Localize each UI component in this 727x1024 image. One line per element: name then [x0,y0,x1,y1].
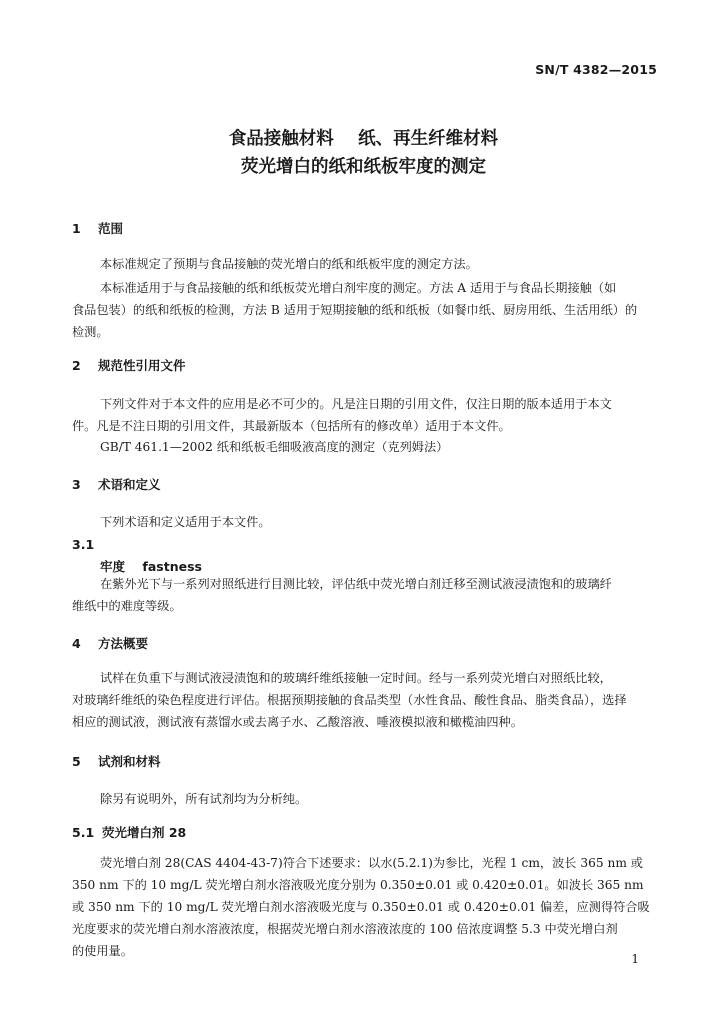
section-number: 2 [72,358,81,373]
paragraph-line: 350 nm 下的 10 mg/L 荧光增白剂水溶液吸光度分别为 0.350±0.01 或 0.420±0.01。如波长 365 nm [72,878,644,892]
paragraph-line: 件。凡是不注日期的引用文件，其最新版本（包括所有的修改单）适用于本文件。 [72,419,511,433]
paragraph-line: 检测。 [72,325,109,339]
section-number: 5.1 [72,825,95,840]
paragraph-line: 对玻璃纤维纸的染色程度进行评估。根据预期接触的食品类型（水性食品、酸性食品、脂类食品），选择 [72,693,627,707]
section-heading-method-summary [72,634,148,652]
paragraph-line: 相应的测试液，测试液有蒸馏水或去离子水、乙酸溶液、唾液模拟液和橄榄油四种。 [72,715,523,729]
section-heading-scope [72,219,123,237]
document-title-line-2: 荧光增白的纸和纸板牢度的测定 [241,157,486,177]
page-number: 1 [631,952,639,966]
section-heading-terms [72,475,161,493]
paragraph-line: 在紫外光下与一系列对照纸进行目测比较，评估纸中荧光增白剂迁移至测试液浸渍饱和的玻璃纤 [100,577,612,591]
paragraph-line: 的使用量。 [72,944,133,958]
section-title: 范围 [98,221,124,236]
term-name: 牢度 fastness [100,559,202,574]
term-number: 3.1 [72,537,95,552]
section-heading-reagents [72,752,161,770]
section-number: 5 [72,754,81,769]
paragraph-line: 食品包装）的纸和纸板的检测，方法 B 适用于短期接触的纸和纸板（如餐巾纸、厨房用纸、生活用纸）的 [72,303,638,317]
paragraph-line: 本标准适用于与食品接触的纸和纸板荧光增白剂牢度的测定。方法 A 适用于与食品长期接触（如 [100,281,617,295]
paragraph-line: 试样在负重下与测试液浸渍饱和的玻璃纤维纸接触一定时间。经与一系列荧光增白对照纸比较， [100,671,612,685]
section-heading-normative-references [72,356,186,374]
section-title: 方法概要 [98,636,149,651]
paragraph-line: 本标准规定了预期与食品接触的荧光增白的纸和纸板牢度的测定方法。 [100,257,478,271]
section-title: 规范性引用文件 [98,358,186,373]
document-title-line-1: 食品接触材料 纸、再生纤维材料 [228,129,499,149]
paragraph-line: 光度要求的荧光增白剂水溶液浓度，根据荧光增白剂水溶液浓度的 100 倍浓度调整 5.3 中荧光增白剂 [72,922,618,936]
section-title: 试剂和材料 [98,754,161,769]
section-number: 3 [72,477,81,492]
paragraph-line: 或 350 nm 下的 10 mg/L 荧光增白剂水溶液吸光度与 0.350±0.01 或 0.420±0.01 偏差，应测得符合吸 [72,900,650,914]
paragraph-line: 除另有说明外，所有试剂均为分析纯。 [100,792,308,806]
section-number: 1 [72,221,81,236]
reference-line: GB/T 461.1—2002 纸和纸板毛细吸液高度的测定（克列姆法） [100,440,449,454]
paragraph-line: 下列文件对于本文件的应用是必不可少的。凡是注日期的引用文件，仅注日期的版本适用于本文 [100,397,612,411]
section-title: 荧光增白剂 28 [102,825,187,840]
standard-code: SN/T 4382—2015 [535,62,657,77]
section-title: 术语和定义 [98,477,161,492]
section-heading-fluorescent-whitener [72,823,186,841]
paragraph-line: 下列术语和定义适用于本文件。 [100,515,271,529]
paragraph-line: 荧光增白剂 28(CAS 4404-43-7)符合下述要求：以水(5.2.1)为参比，光程 1 cm，波长 365 nm 或 [100,856,643,870]
section-number: 4 [72,636,81,651]
paragraph-line: 维纸中的难度等级。 [72,599,182,613]
